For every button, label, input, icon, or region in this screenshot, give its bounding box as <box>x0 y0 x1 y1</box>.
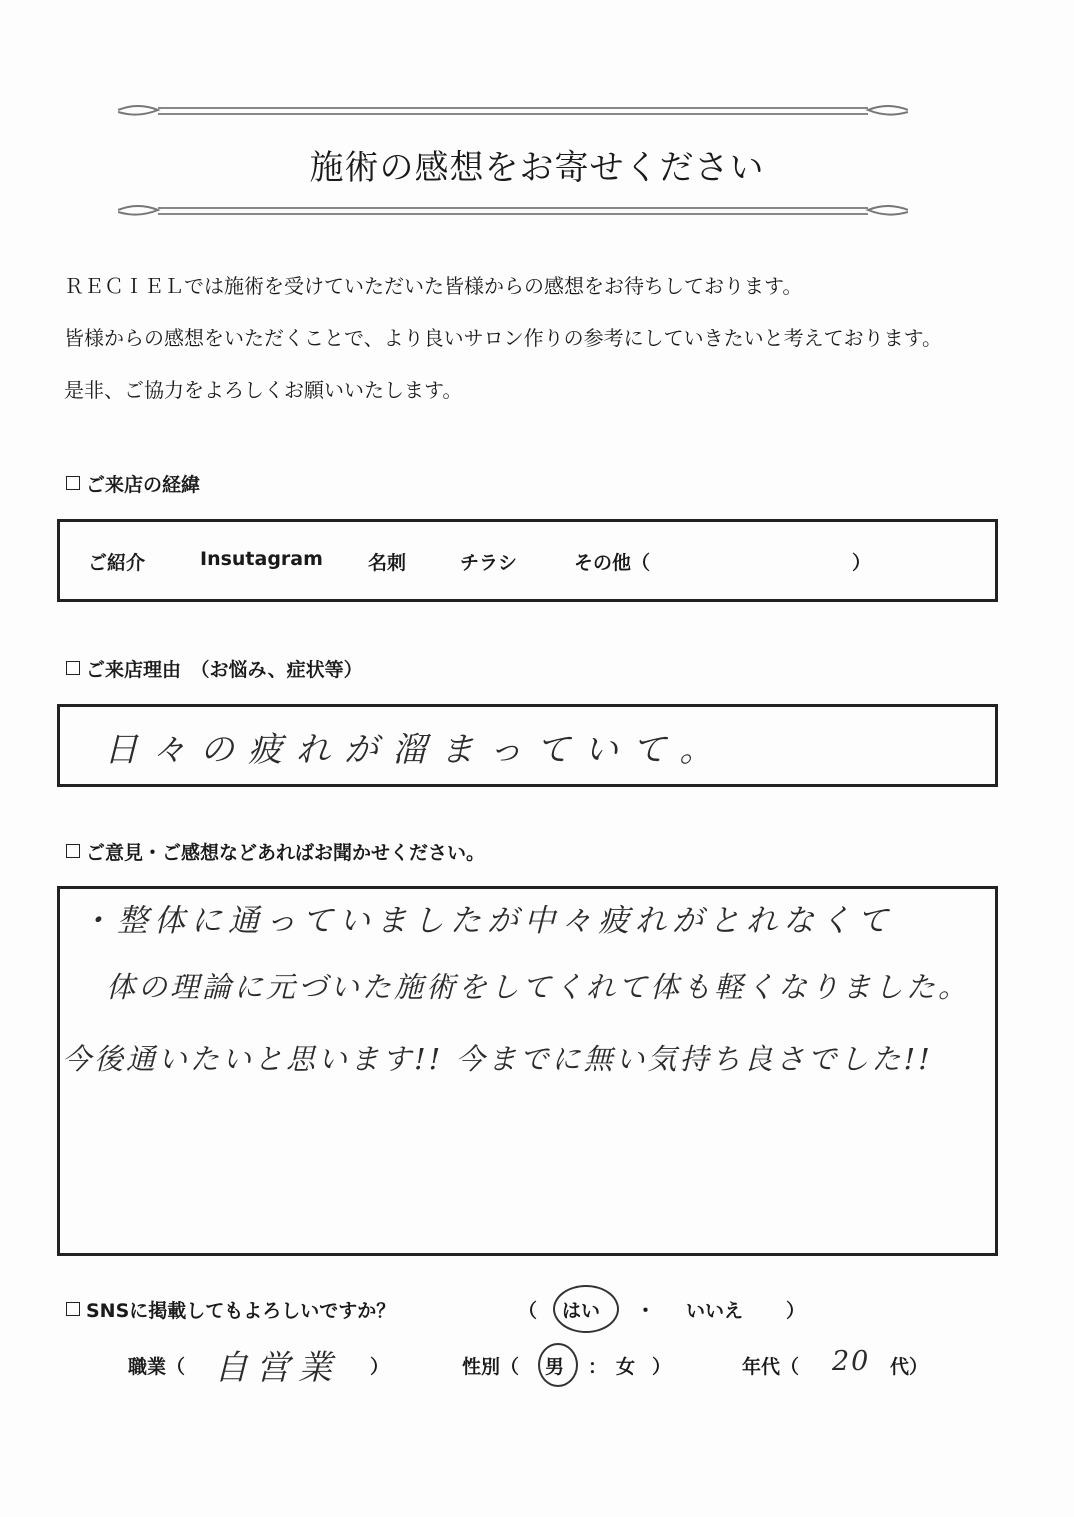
feedback-line-3: 今後通いたいと思います!! 今までに無い気持ち良さでした!! <box>62 1042 933 1076</box>
feedback-line-1: ・整体に通っていましたが中々疲れがとれなくて <box>80 903 894 939</box>
option-business-card[interactable]: 名刺 <box>368 552 407 574</box>
option-flyer[interactable]: チラシ <box>460 552 518 574</box>
feedback-line-2: 体の理論に元づいた施術をしてくれて体も軽くなりました。 <box>106 970 971 1004</box>
gender-male-option[interactable]: 男 <box>545 1356 565 1378</box>
visit-background-heading: ご来店の経緯 <box>66 470 200 497</box>
gender-close: ） <box>652 1356 672 1378</box>
gender-label: 性別（ <box>462 1356 520 1378</box>
age-suffix: 代） <box>890 1356 929 1378</box>
occupation-value[interactable]: 自営業 <box>214 1348 340 1388</box>
sns-separator: ・ <box>636 1300 656 1322</box>
checkbox-square-icon <box>66 476 80 490</box>
visit-reason-answer: 日々の疲れが溜まっていて。 <box>104 730 728 770</box>
age-value[interactable]: 20 <box>832 1346 871 1377</box>
intro-line-3: 是非、ご協力をよろしくお願いいたします。 <box>64 378 463 402</box>
sns-heading: SNSに掲載してもよろしいですか？ <box>66 1296 395 1323</box>
option-other[interactable]: その他（ <box>574 552 651 574</box>
checkbox-square-icon <box>66 661 80 675</box>
gender-female-option[interactable]: 女 <box>616 1356 636 1378</box>
intro-line-2: 皆様からの感想をいただくことで、より良いサロン作りの参考にしていきたいと考えております。 <box>64 326 942 350</box>
age-label: 年代（ <box>742 1356 800 1378</box>
occupation-label: 職業（ <box>128 1356 186 1378</box>
option-referral[interactable]: ご紹介 <box>88 552 146 574</box>
gender-separator: ： <box>588 1356 608 1378</box>
checkbox-square-icon <box>66 844 80 858</box>
occupation-close: ） <box>370 1356 390 1378</box>
checkbox-square-icon <box>66 1302 80 1316</box>
top-ornament <box>118 100 908 122</box>
bottom-ornament <box>118 200 908 222</box>
page-title: 施術の感想をお寄せください <box>309 148 765 188</box>
intro-line-1: ＲＥＣＩＥＬでは施術を受けていただいた皆様からの感想をお待ちしております。 <box>64 274 803 298</box>
sns-no-option[interactable]: いいえ <box>686 1300 744 1322</box>
feedback-heading: ご意見・ご感想などあればお聞かせください。 <box>66 838 485 865</box>
option-instagram[interactable]: Insutagram <box>200 548 323 570</box>
sns-open-paren: （ <box>518 1300 538 1322</box>
sns-close-paren: ） <box>786 1300 806 1322</box>
sns-yes-option[interactable]: はい <box>562 1300 601 1322</box>
option-other-close: ） <box>852 552 872 574</box>
visit-reason-heading: ご来店理由 （お悩み、症状等） <box>66 655 363 682</box>
